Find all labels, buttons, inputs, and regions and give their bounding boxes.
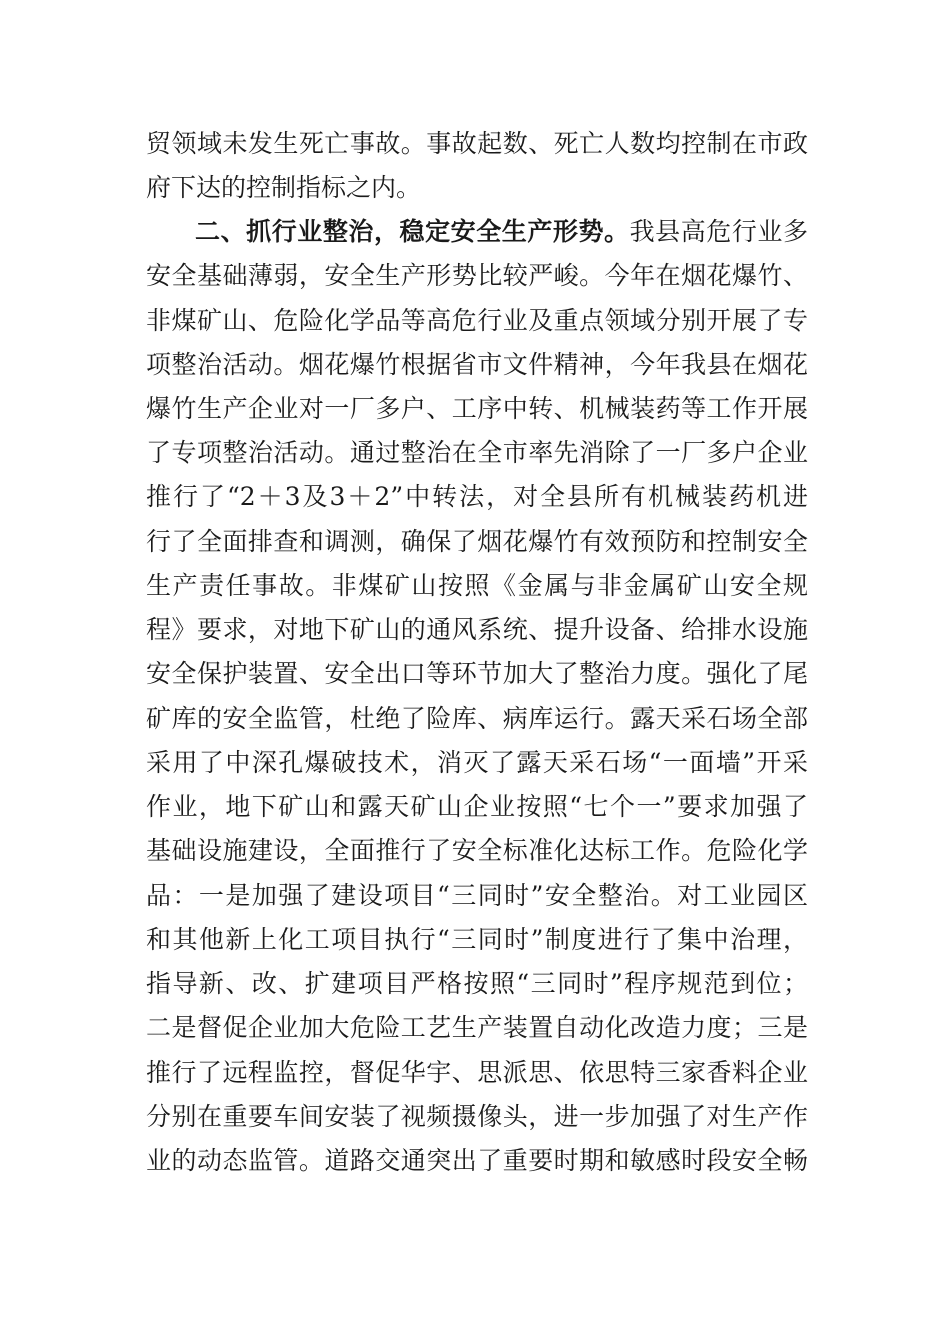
paragraph-line: 推行了“2＋3及3＋2”中转法，对全县所有机械装药机进 [146, 482, 808, 511]
paragraph-line: 生产责任事故。非煤矿山按照《金属与非金属矿山安全规 [146, 571, 808, 600]
paragraph-line: 推行了远程监控，督促华宇、思派思、依思特三家香料企业 [146, 1058, 808, 1087]
paragraph-line: 了专项整治活动。通过整治在全市率先消除了一厂多户企业 [146, 438, 808, 467]
paragraph-line: 品：一是加强了建设项目“三同时”安全整治。对工业园区 [146, 881, 808, 910]
paragraph-line: 爆竹生产企业对一厂多户、工序中转、机械装药等工作开展 [146, 394, 808, 423]
paragraph-line: 采用了中深孔爆破技术，消灭了露天采石场“一面墙”开采 [146, 748, 808, 777]
paragraph-line: 基础设施建设，全面推行了安全标准化达标工作。危险化学 [146, 836, 808, 865]
paragraph-text: 我县高危行业多 [629, 217, 808, 246]
paragraph-line: 项整治活动。烟花爆竹根据省市文件精神，今年我县在烟花 [146, 350, 808, 379]
paragraph-line: 业的动态监管。道路交通突出了重要时期和敏感时段安全畅 [146, 1146, 808, 1175]
paragraph-line: 非煤矿山、危险化学品等高危行业及重点领域分别开展了专 [146, 306, 808, 335]
paragraph-line: 作业，地下矿山和露天矿山企业按照“七个一”要求加强了 [146, 792, 808, 821]
paragraph-line: 指导新、改、扩建项目严格按照“三同时”程序规范到位； [146, 969, 808, 998]
paragraph-line: 安全基础薄弱，安全生产形势比较严峻。今年在烟花爆竹、 [146, 261, 808, 290]
section-heading-line [195, 215, 808, 249]
paragraph-line: 分别在重要车间安装了视频摄像头，进一步加强了对生产作 [146, 1102, 808, 1131]
paragraph-line: 安全保护装置、安全出口等环节加大了整治力度。强化了尾 [146, 659, 808, 688]
paragraph-line: 贸领域未发生死亡事故。事故起数、死亡人数均控制在市政 [146, 129, 808, 158]
paragraph-line: 矿库的安全监管，杜绝了险库、病库运行。露天采石场全部 [146, 704, 808, 733]
section-heading: 二、抓行业整治，稳定安全生产形势。 [195, 217, 630, 246]
paragraph-line: 府下达的控制指标之内。 [146, 173, 422, 202]
paragraph-line: 和其他新上化工项目执行“三同时”制度进行了集中治理， [146, 925, 808, 954]
paragraph-line: 二是督促企业加大危险工艺生产装置自动化改造力度；三是 [146, 1013, 808, 1042]
paragraph-line: 行了全面排查和调测，确保了烟花爆竹有效预防和控制安全 [146, 527, 808, 556]
paragraph-line: 程》要求，对地下矿山的通风系统、提升设备、给排水设施 [146, 615, 808, 644]
